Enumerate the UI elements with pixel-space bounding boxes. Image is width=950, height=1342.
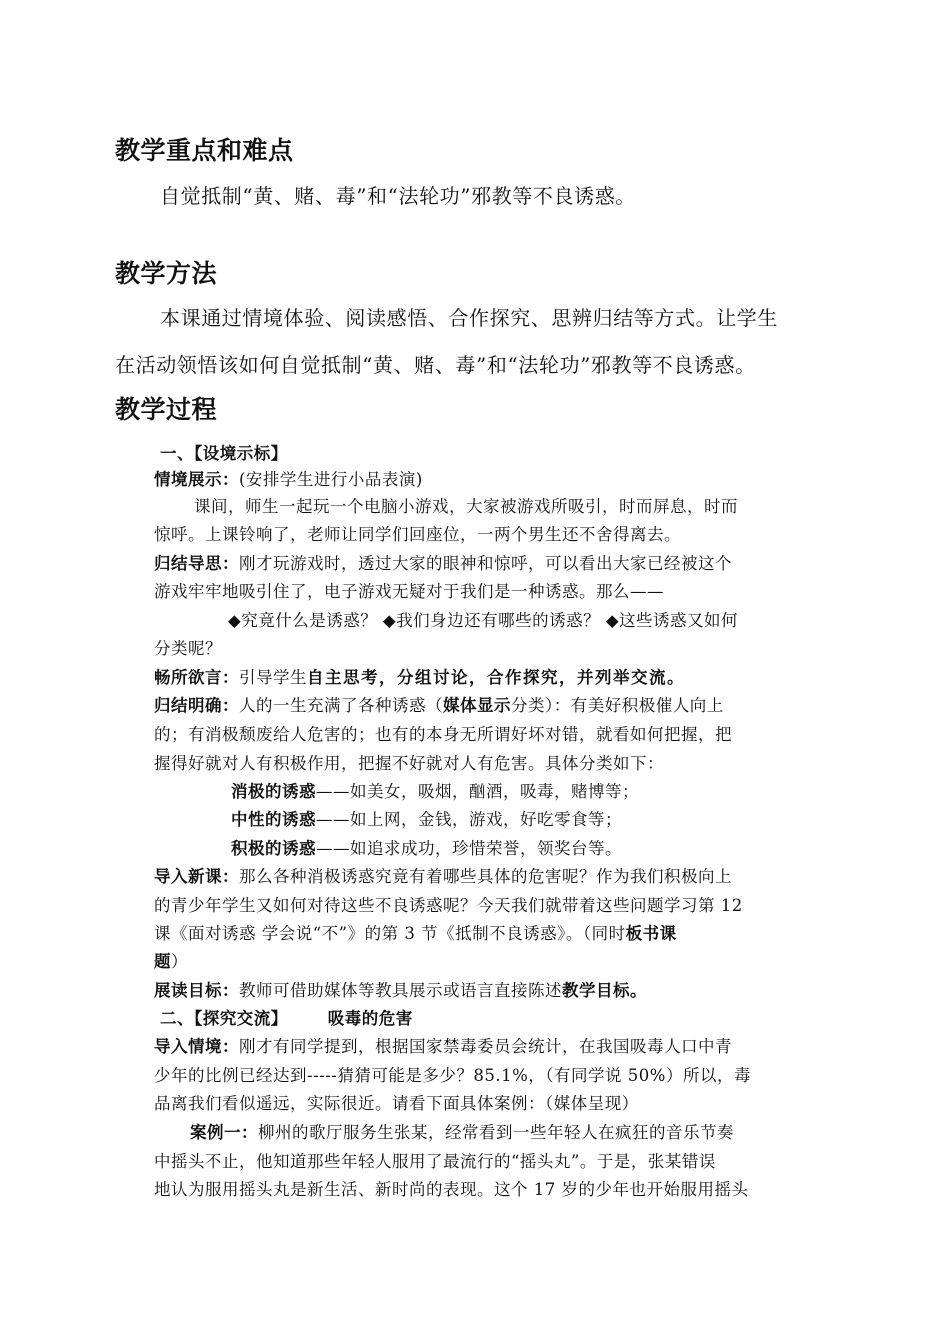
intro-line-4 bbox=[154, 948, 188, 972]
guide-line-2: 游戏牢牢地吸引住了，电子游戏无疑对于我们是一种诱惑。那么—— bbox=[154, 582, 664, 601]
story-line-2: 惊呼。上课铃响了，老师让同学们回座位，一两个男生还不舍得离去。 bbox=[154, 525, 681, 544]
speak-bold: 自主思考，分组讨论，合作探究，并列举交流。 bbox=[307, 668, 685, 687]
guide-line-1 bbox=[154, 550, 732, 574]
scene-line-1 bbox=[154, 1033, 732, 1057]
negative-text: ——如美女，吸烟，酗酒，吸毒，赌博等； bbox=[316, 782, 639, 801]
case-line-3: 地认为服用摇头丸是新生活、新时尚的表现。这个 17 岁的少年也开始服用摇头 bbox=[154, 1180, 749, 1199]
clarify-media: 媒体显示 bbox=[443, 696, 511, 715]
neutral-temptation-line bbox=[231, 806, 622, 830]
part2-title: 二、【探究交流】 bbox=[160, 1009, 288, 1028]
intro-text-4b: ） bbox=[171, 952, 188, 971]
case-line-2: 中摇头不止，他知道那些年轻人服用了最流行的“摇头丸”。于是，张某错误 bbox=[154, 1152, 716, 1171]
speak-text: 引导学生 bbox=[239, 668, 307, 687]
goal-bold: 教学目标。 bbox=[562, 981, 647, 1000]
case-line-1 bbox=[190, 1119, 734, 1143]
part1-title: 一、【设境示标】 bbox=[160, 444, 288, 463]
positive-text: ——如追求成功，珍惜荣誉，领奖台等。 bbox=[316, 839, 622, 858]
goal-label: 展读目标： bbox=[154, 981, 239, 1000]
clarify-text-b: 分类）：有美好积极催人向上 bbox=[511, 696, 724, 715]
intro-board-title: 板书课 bbox=[625, 924, 677, 943]
neutral-label: 中性的诱惑 bbox=[231, 810, 316, 829]
situation-line bbox=[154, 466, 423, 490]
speak-label: 畅所欲言： bbox=[154, 668, 239, 687]
intro-text-1: 那么各种消极诱惑究竟有着哪些具体的危害呢？作为我们积极向上 bbox=[239, 867, 732, 886]
story-line-1: 课间，师生一起玩一个电脑小游戏，大家被游戏所吸引，时而屏息，时而 bbox=[194, 497, 738, 516]
method-line-2: 在活动领悟该如何自觉抵制“黄、赌、毒”和“法轮功”邪教等不良诱惑。 bbox=[115, 353, 756, 377]
negative-temptation-line bbox=[231, 778, 639, 802]
intro-label: 导入新课： bbox=[154, 867, 239, 886]
key-points-text: 自觉抵制“黄、赌、毒”和“法轮功”邪教等不良诱惑。 bbox=[160, 184, 636, 208]
intro-line-3 bbox=[154, 920, 677, 944]
goal-line bbox=[154, 977, 647, 1001]
guide-label: 归结导思： bbox=[154, 554, 239, 573]
intro-text-3: 课《面对诱惑 学会说“不”》的第 3 节《抵制不良诱惑》。（同时 bbox=[154, 924, 626, 943]
negative-label: 消极的诱惑 bbox=[231, 782, 316, 801]
questions-line-2: 分类呢？ bbox=[154, 639, 222, 658]
case-label: 案例一： bbox=[190, 1123, 258, 1142]
scene-line-2: 少年的比例已经达到-----猜猜可能是多少？85.1%，（有同学说 50%）所以，毒 bbox=[154, 1066, 751, 1085]
clarify-line-2: 的；有消极颓废给人危害的；也有的本身无所谓好坏对错，就看如何把握，把 bbox=[154, 725, 732, 744]
case-text-1: 柳州的歌厅服务生张某，经常看到一些年轻人在疯狂的音乐节奏 bbox=[258, 1123, 734, 1142]
goal-text: 教师可借助媒体等教具展示或语言直接陈述 bbox=[239, 981, 562, 1000]
guide-text-1: 刚才玩游戏时，透过大家的眼神和惊呼，可以看出大家已经被这个 bbox=[239, 554, 732, 573]
heading-key-points: 教学重点和难点 bbox=[115, 136, 294, 165]
speak-line bbox=[154, 664, 685, 688]
positive-temptation-line bbox=[231, 835, 622, 859]
situation-text: (安排学生进行小品表演) bbox=[239, 470, 423, 489]
clarify-line-1 bbox=[154, 692, 724, 716]
clarify-label: 归结明确： bbox=[154, 696, 239, 715]
heading-teaching-process: 教学过程 bbox=[115, 395, 218, 424]
intro-line-1 bbox=[154, 863, 732, 887]
intro-text-4: 题 bbox=[154, 952, 171, 971]
heading-teaching-method: 教学方法 bbox=[115, 259, 218, 288]
scene-label: 导入情境： bbox=[154, 1037, 239, 1056]
neutral-text: ——如上网，金钱，游戏，好吃零食等； bbox=[316, 810, 622, 829]
positive-label: 积极的诱惑 bbox=[231, 839, 316, 858]
part2-title-line bbox=[160, 1005, 413, 1029]
scene-text-1: 刚才有同学提到，根据国家禁毒委员会统计，在我国吸毒人口中青 bbox=[239, 1037, 732, 1056]
method-line-1: 本课通过情境体验、阅读感悟、合作探究、思辨归结等方式。让学生 bbox=[160, 306, 778, 330]
scene-line-3: 品离我们看似遥远，实际很近。请看下面具体案例：（媒体呈现） bbox=[154, 1094, 639, 1113]
questions-line-1: ◆究竟什么是诱惑？ ◆我们身边还有哪些的诱惑？ ◆这些诱惑又如何 bbox=[228, 611, 739, 630]
intro-line-2: 的青少年学生又如何对待这些不良诱惑呢？今天我们就带着这些问题学习第 12 bbox=[154, 896, 743, 915]
clarify-text-a: 人的一生充满了各种诱惑（ bbox=[239, 696, 443, 715]
situation-label: 情境展示： bbox=[154, 470, 239, 489]
part2-subtitle: 吸毒的危害 bbox=[327, 1009, 413, 1028]
clarify-line-3: 握得好就对人有积极作用，把握不好就对人有危害。具体分类如下： bbox=[154, 754, 664, 773]
